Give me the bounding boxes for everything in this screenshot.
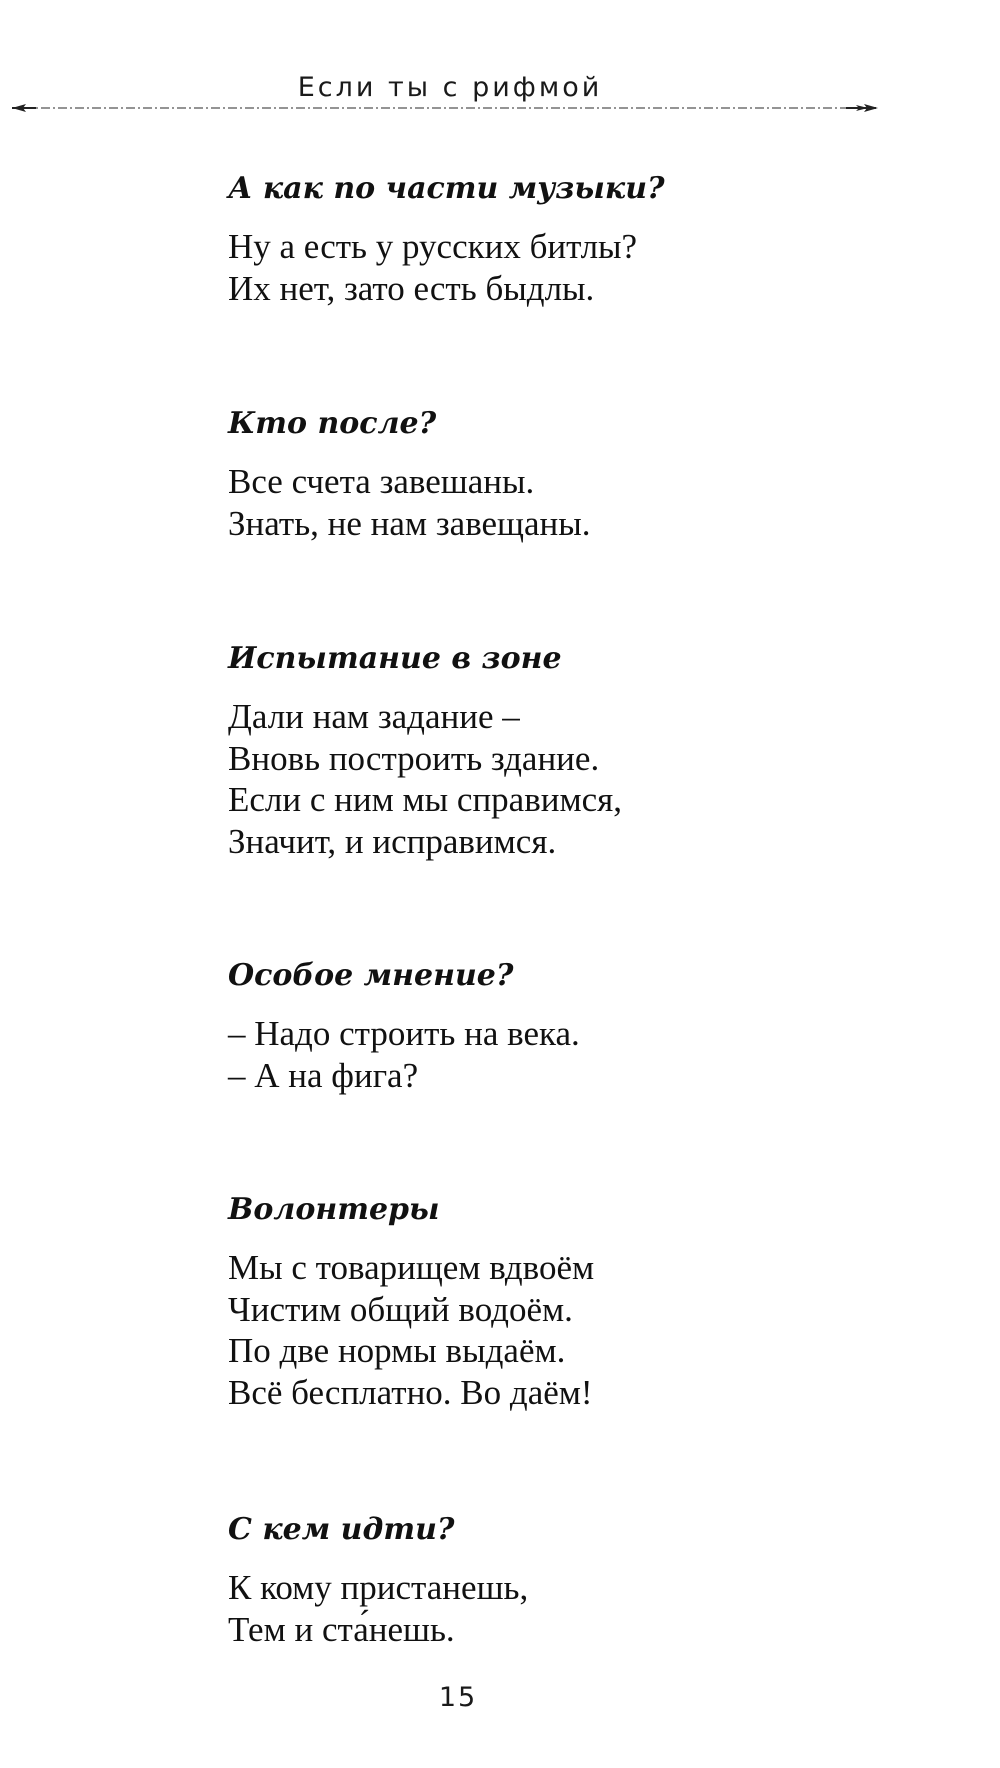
page-header (0, 0, 1000, 130)
poem-line: Вновь построить здание. (228, 738, 600, 778)
poem-line: Их нет, зато есть быдлы. (228, 268, 595, 308)
poem-title: Испытание в зоне (228, 641, 562, 676)
poem-title: А как по части музыки? (228, 171, 665, 206)
poem-whom-to-follow (228, 1509, 528, 1650)
poem-title: Особое мнение? (228, 958, 514, 993)
running-title: Если ты с рифмой (297, 72, 603, 103)
poem-line: Всё бесплатно. Во даём! (228, 1372, 593, 1412)
poem-line: Ну а есть у русских битлы? (228, 227, 638, 266)
poem-line: Дали нам задание – (228, 697, 520, 736)
poem-line: Тем и ста́нешь. (228, 1609, 455, 1649)
poem-line: – Надо строить на века. (228, 1014, 580, 1053)
poem-line: Все счета завешаны. (228, 462, 535, 501)
poem-line: – А на фига? (228, 1055, 419, 1095)
header-rule (10, 101, 880, 115)
poem-line: Чистим общий водоём. (228, 1289, 573, 1329)
poem-who-after (228, 403, 591, 544)
poem-title: Кто после? (228, 406, 437, 441)
poem-volunteers (228, 1189, 594, 1413)
poem-music (228, 168, 665, 309)
poem-line: Значит, и исправимся. (228, 821, 557, 861)
poem-title: С кем идти? (228, 1512, 455, 1547)
poem-trial-in-zone (228, 638, 622, 862)
poem-line: Мы с товарищем вдвоём (228, 1248, 595, 1287)
poem-line: К кому пристанешь, (228, 1568, 529, 1607)
poem-title: Волонтеры (228, 1192, 440, 1227)
poem-line: Если с ним мы справимся, (228, 780, 623, 819)
poem-line: По две нормы выдаём. (228, 1331, 566, 1370)
poem-line: Знать, не нам завещаны. (228, 503, 591, 543)
poem-special-opinion (228, 955, 580, 1096)
page-number: 15 (438, 1682, 478, 1713)
